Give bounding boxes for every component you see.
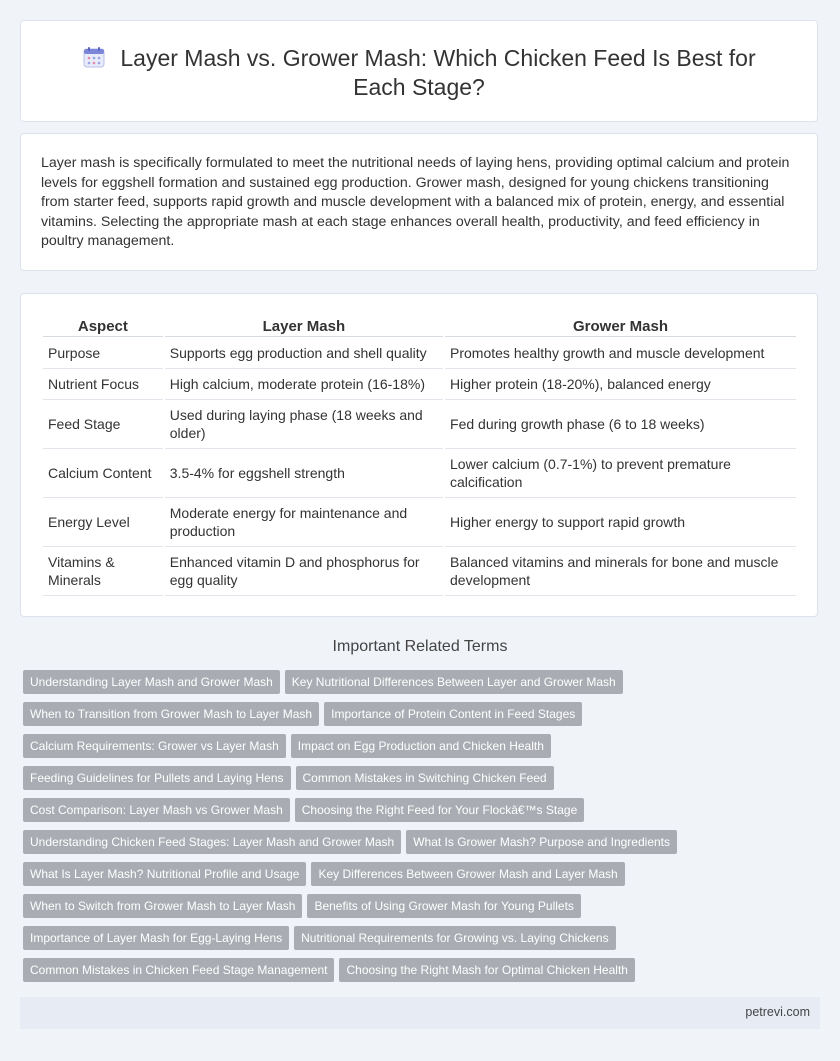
- related-term-tag[interactable]: Calcium Requirements: Grower vs Layer Mash: [23, 734, 286, 758]
- layer-cell: Moderate energy for maintenance and production: [165, 498, 443, 547]
- grower-cell: Higher protein (18-20%), balanced energy: [445, 369, 796, 400]
- aspect-cell: Vitamins & Minerals: [43, 547, 163, 596]
- layer-cell: 3.5-4% for eggshell strength: [165, 449, 443, 498]
- related-term-tag[interactable]: Key Differences Between Grower Mash and Layer Mash: [311, 862, 624, 886]
- tag-row: [23, 766, 723, 798]
- related-term-tag[interactable]: Cost Comparison: Layer Mash vs Grower Mash: [23, 798, 290, 822]
- related-term-tag[interactable]: Importance of Protein Content in Feed Stages: [324, 702, 582, 726]
- tag-row: [23, 798, 723, 830]
- layer-cell: Supports egg production and shell quality: [165, 337, 443, 369]
- related-term-tag[interactable]: When to Switch from Grower Mash to Layer Mash: [23, 894, 302, 918]
- grower-cell: Higher energy to support rapid growth: [445, 498, 796, 547]
- page-title-wrapper: [21, 44, 817, 102]
- grower-cell: Fed during growth phase (6 to 18 weeks): [445, 400, 796, 449]
- grower-cell: Balanced vitamins and minerals for bone and muscle development: [445, 547, 796, 596]
- related-terms-heading: Important Related Terms: [332, 638, 508, 655]
- related-term-tag[interactable]: Feeding Guidelines for Pullets and Laying Hens: [23, 766, 291, 790]
- comparison-table: [41, 316, 798, 596]
- tag-row: [23, 894, 723, 926]
- related-term-tag[interactable]: Common Mistakes in Switching Chicken Feed: [296, 766, 554, 790]
- table-row: [43, 400, 796, 449]
- related-term-tag[interactable]: Choosing the Right Mash for Optimal Chicken Health: [339, 958, 634, 982]
- layer-cell: Enhanced vitamin D and phosphorus for egg quality: [165, 547, 443, 596]
- table-row: [43, 369, 796, 400]
- calendar-icon: [82, 45, 106, 69]
- header-aspect: Aspect: [43, 316, 163, 337]
- related-term-tag[interactable]: Impact on Egg Production and Chicken Health: [291, 734, 551, 758]
- footer-site-link[interactable]: petrevi.com: [745, 1005, 810, 1019]
- table-header-row: [43, 316, 796, 337]
- header-layer-mash: Layer Mash: [165, 316, 443, 337]
- related-term-tag[interactable]: Key Nutritional Differences Between Layer and Grower Mash: [285, 670, 623, 694]
- related-term-tag[interactable]: Choosing the Right Feed for Your Flockâ€™s Stage: [295, 798, 585, 822]
- related-term-tag[interactable]: What Is Grower Mash? Purpose and Ingredients: [406, 830, 677, 854]
- tag-row: [23, 670, 723, 702]
- aspect-cell: Calcium Content: [43, 449, 163, 498]
- aspect-cell: Feed Stage: [43, 400, 163, 449]
- related-term-tag[interactable]: Understanding Chicken Feed Stages: Layer Mash and Grower Mash: [23, 830, 401, 854]
- comparison-card: [20, 293, 818, 617]
- aspect-cell: Purpose: [43, 337, 163, 369]
- table-row: [43, 337, 796, 369]
- tag-row: [23, 702, 723, 734]
- intro-paragraph: Layer mash is specifically formulated to meet the nutritional needs of laying hens, providing optimal calcium and protein levels for eggshell formation and sustained egg production. Grower mash, designed for young chickens transitioning from starter feed, supports rapid growth and muscle development with a balanced mix of protein, energy, and essential vitamins. Selecting the appropriate mash at each stage enhances overall health, productivity, and feed efficiency in poultry management.: [41, 155, 790, 250]
- table-row: [43, 547, 796, 596]
- footer: [20, 997, 820, 1029]
- intro-card: [20, 133, 818, 271]
- tag-row: [23, 926, 723, 958]
- related-term-tag[interactable]: Importance of Layer Mash for Egg-Laying Hens: [23, 926, 289, 950]
- tag-row: [23, 734, 723, 766]
- tag-row: [23, 830, 723, 862]
- related-term-tag[interactable]: When to Transition from Grower Mash to Layer Mash: [23, 702, 319, 726]
- layer-cell: High calcium, moderate protein (16-18%): [165, 369, 443, 400]
- aspect-cell: Energy Level: [43, 498, 163, 547]
- grower-cell: Lower calcium (0.7-1%) to prevent premature calcification: [445, 449, 796, 498]
- header-grower-mash: Grower Mash: [445, 316, 796, 337]
- tag-row: [23, 862, 723, 894]
- related-term-tag[interactable]: Benefits of Using Grower Mash for Young Pullets: [307, 894, 580, 918]
- related-term-tag[interactable]: What Is Layer Mash? Nutritional Profile and Usage: [23, 862, 306, 886]
- related-terms-list: [23, 670, 723, 990]
- aspect-cell: Nutrient Focus: [43, 369, 163, 400]
- related-term-tag[interactable]: Understanding Layer Mash and Grower Mash: [23, 670, 280, 694]
- layer-cell: Used during laying phase (18 weeks and older): [165, 400, 443, 449]
- table-row: [43, 498, 796, 547]
- related-term-tag[interactable]: Common Mistakes in Chicken Feed Stage Management: [23, 958, 334, 982]
- page-title: Layer Mash vs. Grower Mash: Which Chicken Feed Is Best for Each Stage?: [120, 45, 756, 100]
- grower-cell: Promotes healthy growth and muscle development: [445, 337, 796, 369]
- table-row: [43, 449, 796, 498]
- related-term-tag[interactable]: Nutritional Requirements for Growing vs. Laying Chickens: [294, 926, 615, 950]
- tag-row: [23, 958, 723, 990]
- title-card: [20, 20, 818, 122]
